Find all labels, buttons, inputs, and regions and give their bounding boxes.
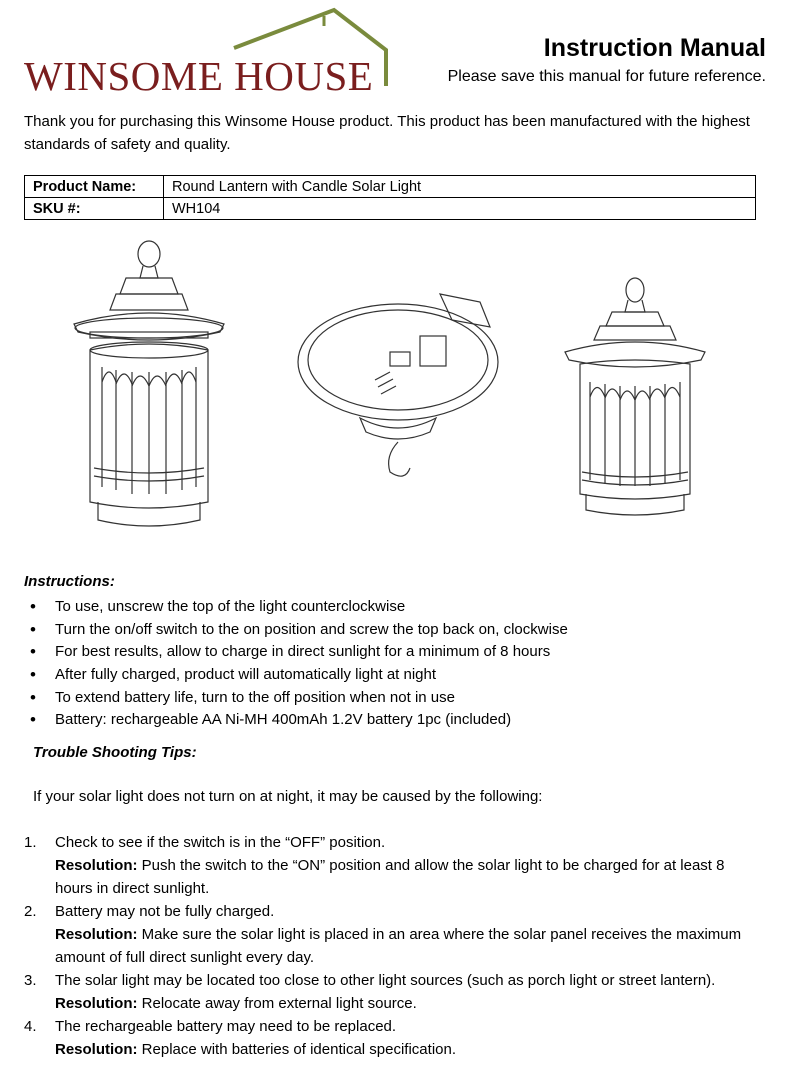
troubleshooting-steps	[24, 831, 764, 1061]
step-resolution	[55, 854, 764, 900]
brand-name: WINSOME HOUSE	[24, 53, 374, 99]
resolution-text: Replace with batteries of identical specification.	[141, 1041, 457, 1058]
list-item: • Battery: rechargeable AA Ni-MH 400mAh 1.2V battery 1pc (included)	[24, 709, 568, 732]
resolution-text: Relocate away from external light source.	[141, 995, 417, 1012]
step-issue: Check to see if the switch is in the “OFF” position.	[55, 834, 386, 851]
instructions-heading: Instructions:	[24, 573, 115, 590]
resolution-label: Resolution:	[55, 995, 138, 1012]
list-item: • To extend battery life, turn to the off position when not in use	[24, 687, 568, 710]
step-issue: The solar light may be located too close to other light sources (such as porch light or street lantern).	[55, 972, 716, 989]
product-table	[24, 175, 756, 220]
step-resolution	[55, 992, 764, 1015]
list-item: • To use, unscrew the top of the light counterclockwise	[24, 596, 568, 619]
lantern-lid-underside-icon	[298, 294, 498, 476]
step-resolution	[55, 1038, 764, 1061]
lantern-exploded-icon	[74, 241, 224, 526]
list-item	[24, 900, 764, 969]
step-number: 4.	[24, 1018, 37, 1035]
instructions-list	[24, 596, 568, 732]
resolution-label: Resolution:	[55, 1041, 138, 1058]
list-item: • Turn the on/off switch to the on position and screw the top back on, clockwise	[24, 619, 568, 642]
product-name-label: Product Name:	[25, 176, 164, 198]
resolution-label: Resolution:	[55, 926, 138, 943]
table-row	[25, 198, 756, 220]
table-row	[25, 176, 756, 198]
step-issue: The rechargeable battery may need to be replaced.	[55, 1018, 397, 1035]
product-illustrations	[60, 232, 720, 542]
lantern-assembled-icon	[565, 278, 705, 515]
resolution-label: Resolution:	[55, 857, 138, 874]
product-name-value: Round Lantern with Candle Solar Light	[164, 176, 756, 198]
list-item	[24, 969, 764, 1015]
page-title: Instruction Manual	[543, 34, 766, 62]
intro-paragraph: Thank you for purchasing this Winsome House product. This product has been manufactured with the highest standards of safety and quality.	[24, 113, 750, 153]
step-number: 3.	[24, 972, 37, 989]
troubleshooting-lead: If your solar light does not turn on at night, it may be caused by the following:	[33, 788, 543, 805]
step-issue: Battery may not be fully charged.	[55, 903, 275, 920]
page-subtitle: Please save this manual for future reference.	[447, 68, 766, 85]
list-item	[24, 1015, 764, 1061]
list-item: • After fully charged, product will automatically light at night	[24, 664, 568, 687]
step-number: 2.	[24, 903, 37, 920]
sku-value: WH104	[164, 198, 756, 220]
step-number: 1.	[24, 834, 37, 851]
brand-logo	[24, 6, 394, 99]
troubleshooting-heading: Trouble Shooting Tips:	[33, 744, 197, 761]
resolution-text: Push the switch to the “ON” position and allow the solar light to be charged for at least 8 hours in direct sunlight.	[55, 857, 725, 897]
step-resolution	[55, 923, 764, 969]
sku-label: SKU #:	[25, 198, 164, 220]
list-item	[24, 831, 764, 900]
resolution-text: Make sure the solar light is placed in an area where the solar panel receives the maximum amount of full direct sunlight every day.	[55, 926, 742, 966]
list-item: • For best results, allow to charge in direct sunlight for a minimum of 8 hours	[24, 641, 568, 664]
